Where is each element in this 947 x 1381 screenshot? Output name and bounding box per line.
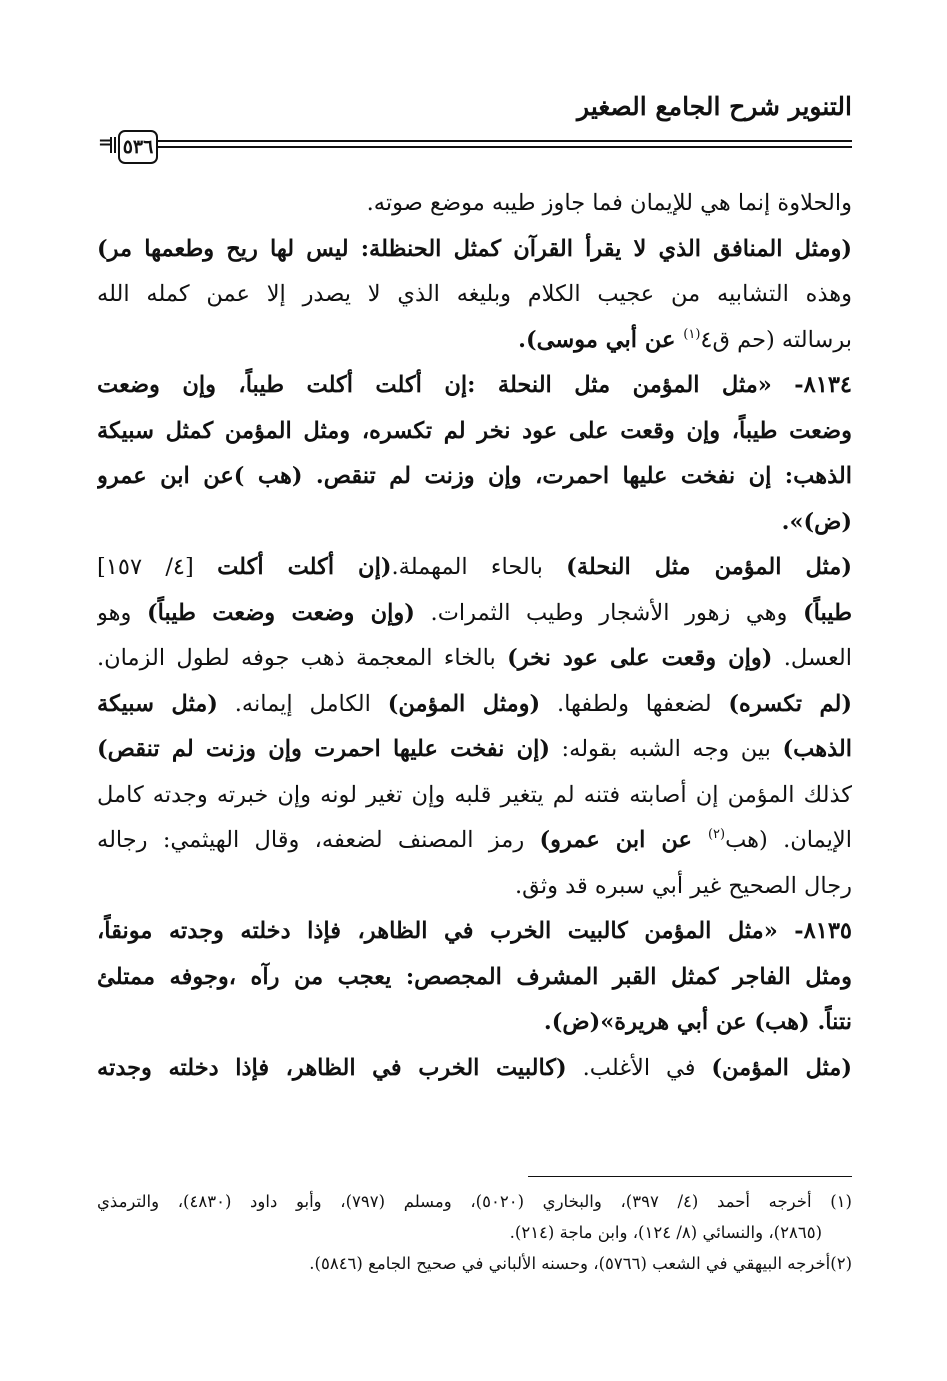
quoted-phrase: (وإن وضعت وضعت طيباً) [146,599,415,626]
footnote-separator [528,1176,852,1177]
page-number-ornament-mark: = [98,132,114,153]
commentary-line [97,591,852,637]
quoted-phrase: (مثل المؤمن) [711,1054,852,1081]
hadith-8134-line: (ض)». [781,508,852,535]
hadith-8135-line: نتناً. (هب) عن أبي هريرة»(ض). [543,1009,852,1035]
text-segment-bold: عن أبي موسى). [518,326,684,353]
hadith-quote-line: (ومثل المنافق الذي لا يقرأ القرآن كمثل الحنظلة: ليس لها ريح وطعمها مر) [97,235,852,262]
commentary-line [97,636,852,682]
hadith-8134-line: وضعت طيباً، وإن وقعت على عود نخر لم تكسره، ومثل المؤمن كمثل سبيكة [97,417,852,444]
footnotes [97,1186,852,1279]
quoted-phrase: عن ابن عمرو) [539,827,708,853]
hadith-8135-line: ٨١٣٥- «مثل المؤمن كالبيت الخرب في الظاهر، فإذا دخلته وجدته مونقاً، [97,918,852,944]
text-segment: برسالته (حم ق٤ [700,326,852,353]
text-segment: الكامل إيمانه. [217,690,388,717]
footnote-1-line: (٢٨٦٥)، والنسائي (٨/ ١٢٤)، وابن ماجة (٢١٤). [509,1223,822,1242]
commentary-line [97,818,852,864]
text-line: وهذه التشابيه من عجيب الكلام وبليغه الذي لا يصدر إلا عمن كمله الله [97,281,852,307]
commentary-line [97,1046,852,1092]
text-segment: العسل. [772,645,852,671]
text-line [97,318,852,364]
text-segment: بين وجه الشبه بقوله: [550,736,783,762]
main-text [97,181,852,1091]
quoted-phrase: (لم تكسره) [728,690,852,717]
commentary-line [97,682,852,728]
footnote-ref-1[interactable]: (١) [683,326,701,342]
commentary-line [97,727,852,773]
page-number: ٥٣٦ [118,130,158,164]
text-line: والحلاوة إنما هي للإيمان فما جاوز طيبه موضع صوته. [366,190,852,216]
quoted-phrase: (كالبيت الخرب في الظاهر، فإذا دخلته وجدته [97,1054,567,1081]
commentary-line: رجال الصحيح غير أبي سبره قد وثق. [514,872,852,899]
text-segment: الإيمان. (هب [725,827,852,853]
commentary-line [97,545,852,591]
hadith-8134-line: الذهب: إن نفخت عليها احمرت، وإن وزنت لم تنقص. (هب )عن ابن عمرو [97,463,852,489]
commentary-line: كذلك المؤمن إن أصابته فتنه لم يتغير قلبه وإن تغير لونه وإن خبرته وجدته كامل [97,781,852,808]
text-segment: بالخاء المعجمة ذهب جوفه لطول الزمان. [97,645,508,671]
quoted-phrase: الذهب) [782,736,852,762]
footnote-2-line: (٢)أخرجه البيهقي في الشعب (٥٧٦٦)، وحسنه الألباني في صحيح الجامع (٥٨٤٦). [309,1254,852,1273]
header-rule-bottom [158,146,852,148]
header-rule-top [158,140,852,142]
running-title: التنوير شرح الجامع الصغير [577,92,852,121]
text-segment: رمز المصنف لضعفه، وقال الهيثمي: رجاله [97,827,540,853]
quoted-phrase: (ومثل المؤمن) [387,690,541,717]
hadith-8135-line: ومثل الفاجر كمثل القبر المشرف المجصص: يعجب من رآه ،وجوفه ممتلئ [97,963,852,990]
text-segment: وهي زهور الأشجار وطيب الثمرات. [414,599,803,626]
quoted-phrase: (مثل سبيكة [97,690,218,717]
quoted-phrase: طيباً) [803,599,852,626]
quoted-phrase: (وإن وقعت على عود نخر) [507,645,773,671]
quoted-phrase: (مثل المؤمن مثل النحلة) [566,554,852,580]
quoted-phrase: (إن أكلت أكلت [217,554,392,580]
text-segment: وهو [97,599,147,626]
quoted-phrase: (إن نفخت عليها احمرت وإن وزنت لم تنقص) [97,736,551,762]
footnote-1-line: (١) أخرجه أحمد (٤/ ٣٩٧)، والبخاري (٥٠٢٠)، ومسلم (٧٩٧)، وأبو داود (٤٨٣٠)، والترمذي [97,1192,852,1211]
text-segment: بالحاء المهملة. [391,554,567,580]
volume-page-ref: [٤/ ١٥٧] [97,554,218,580]
text-segment: لضعفها ولطفها. [540,690,729,717]
text-segment: في الأغلب. [566,1054,712,1081]
footnote-ref-2[interactable]: (٢) [707,827,726,842]
hadith-8134-line: ٨١٣٤- «مثل المؤمن مثل النحلة :إن أكلت أكلت طيباً، وإن وضعت [97,372,852,398]
